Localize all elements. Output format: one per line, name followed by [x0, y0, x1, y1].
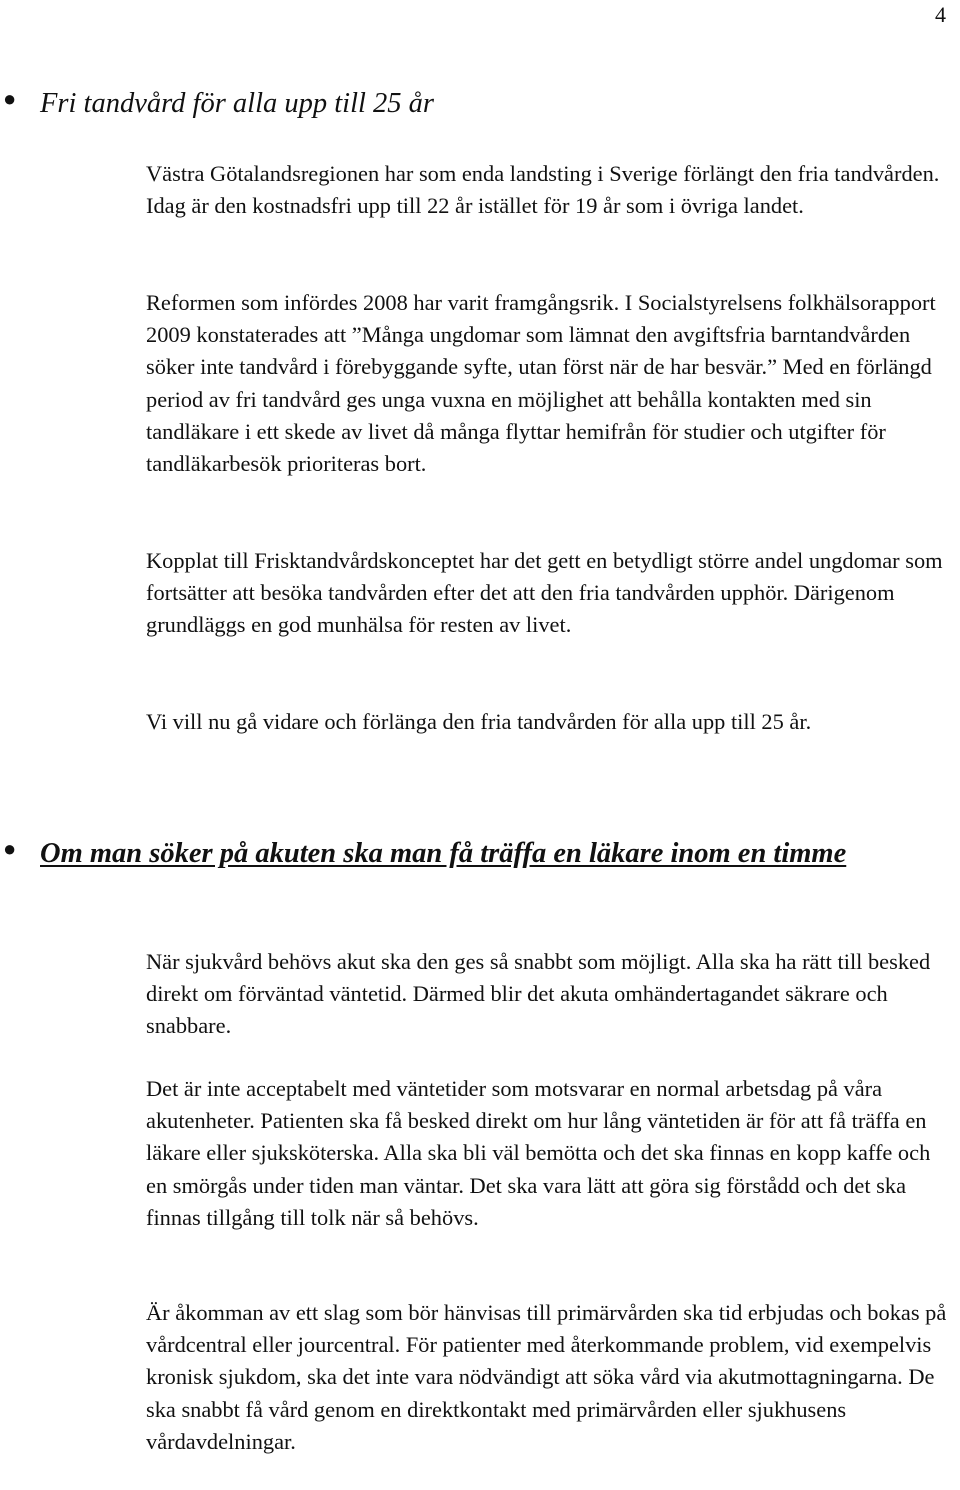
bullet-icon: ● — [3, 836, 17, 861]
paragraph: Är åkomman av ett slag som bör hänvisas till primärvården ska tid erbjudas och bokas på vårdcentral eller jourcentral. För patienter med återkommande problem, vid exempelvis kronisk sjukdom, ska det inte vara nödvändigt att söka vård via akutmottagningarna. De ska snabbt få vård genom en direktkontakt med primärvården eller sjukhusens vårdavdelningar. — [146, 1300, 947, 1454]
section-heading: Om man söker på akuten ska man få träffa en läkare inom en timme — [40, 838, 847, 869]
bullet-icon: ● — [3, 86, 17, 111]
paragraph: Reformen som infördes 2008 har varit framgångsrik. I Socialstyrelsens folkhälsorapport 2009 konstaterades att ”Många ungdomar som lämnat den avgiftsfria barntandvården söker inte tandvård i förebyggande syfte, utan först när de har besvär.” Med en förlängd period av fri tandvård ges unga vuxna en möjlighet att behålla kontakten med sin tandläkare i ett skede av livet då många flyttar hemifrån för studier och utgifter för tandläkarbesök prioriteras bort. — [146, 290, 936, 477]
section-emergency-care — [0, 836, 960, 872]
section-heading-row — [0, 836, 960, 872]
page-number: 4 — [935, 2, 946, 27]
section-free-dental-care — [0, 86, 960, 122]
section-heading-row — [0, 86, 960, 122]
paragraph: Det är inte acceptabelt med väntetider som motsvarar en normal arbetsdag på våra akutenheter. Patienten ska få besked direkt om hur lång väntetiden är för att få träffa en läkare eller sjuksköterska. Alla ska bli väl bemötta och det ska finnas en kopp kaffe och en smörgås under tiden man väntar. Det ska vara lätt att göra sig förstådd och det ska finnas tillgång till tolk när så behövs. — [146, 1076, 931, 1230]
paragraph: Kopplat till Frisktandvårdskonceptet har det gett en betydligt större andel ungdomar som fortsätter att besöka tandvården efter det att den fria tandvården upphör. Därigenom grundläggs en god munhälsa för resten av livet. — [146, 548, 943, 638]
section-heading: Fri tandvård för alla upp till 25 år — [40, 88, 435, 119]
paragraph: Västra Götalandsregionen har som enda landsting i Sverige förlängt den fria tandvården. Idag är den kostnadsfri upp till 22 år istället för 19 år som i övriga landet. — [146, 161, 940, 219]
paragraph: När sjukvård behövs akut ska den ges så snabbt som möjligt. Alla ska ha rätt till besked direkt om förväntad väntetid. Därmed blir det akuta omhändertagandet säkrare och snabbare. — [146, 949, 931, 1039]
paragraph: Vi vill nu gå vidare och förlänga den fria tandvården för alla upp till 25 år. — [146, 709, 812, 734]
